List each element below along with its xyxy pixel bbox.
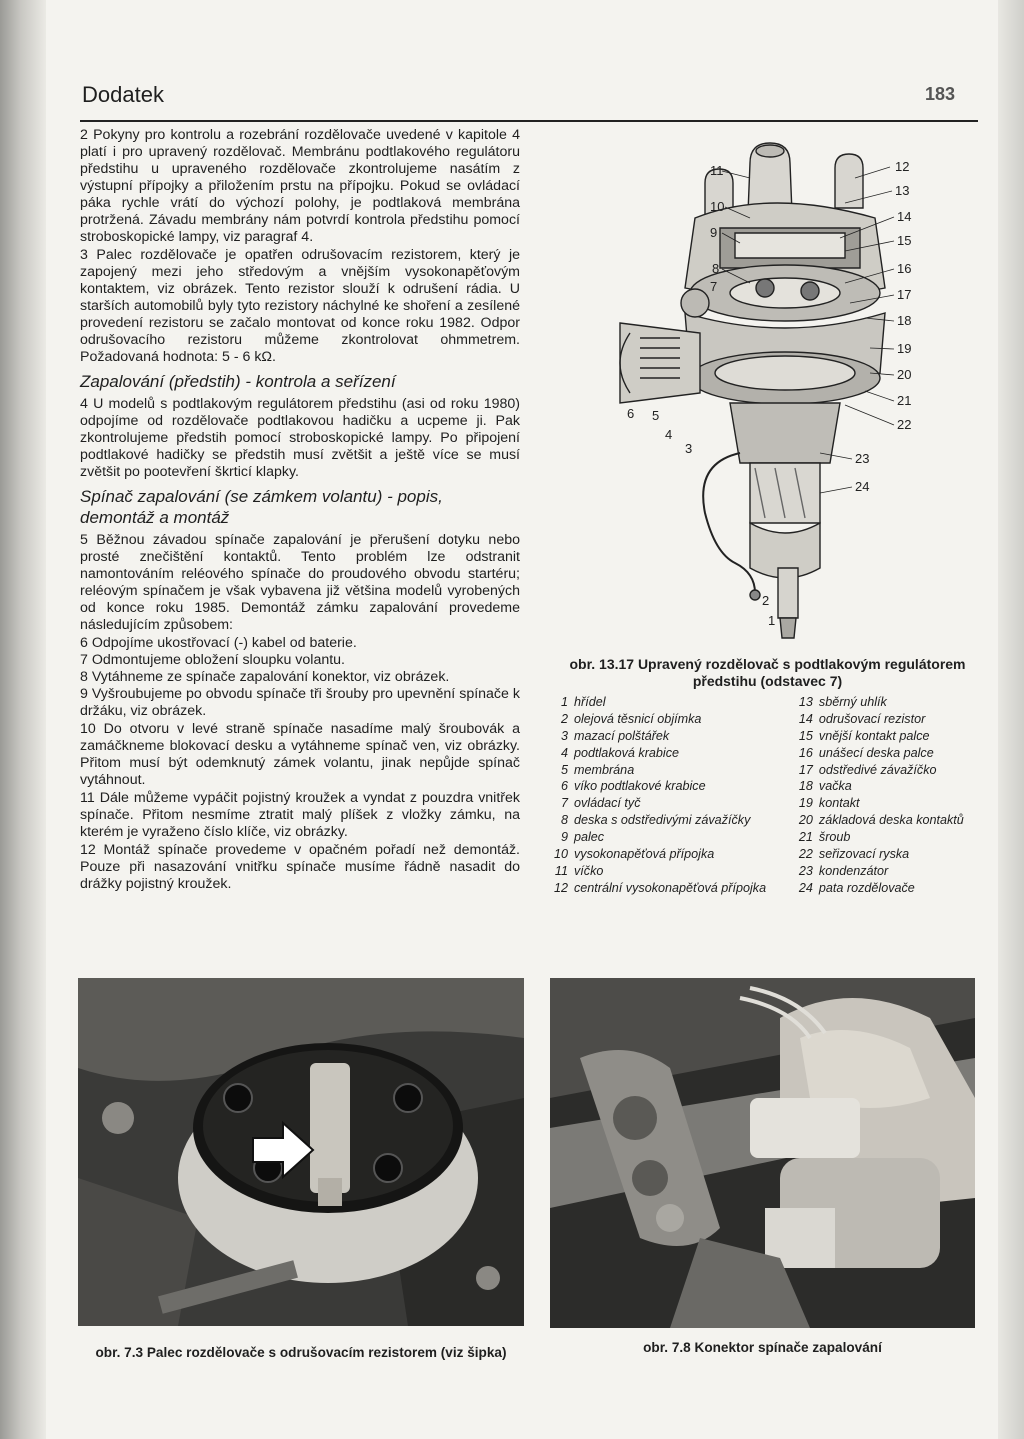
legend-number: 15 (798, 728, 813, 743)
paragraph-10: 10 Do otvoru v levé straně spínače nasadíme malý šroubovák a zamáčkneme blokovací desku a vytáhneme spínač ven, viz obrázky. Přitom musí být odemknutý zámek volantu, jinak nepůjde spínač vytáhnout. (80, 721, 520, 788)
legend-number: 17 (798, 762, 813, 777)
callout-2: 2 (762, 593, 770, 608)
paragraph-2: 2 Pokyny pro kontrolu a rozebrání rozdělovače uvedené v kapitole 4 platí i pro upravený rozdělovač. Membránu podtlakového regulátoru předstihu u upraveného rozdělovače zkontrolujeme nasátím z výstupní přípojky a přiložením prstu na přípojku. Pokud se ovládací páka rychle vrátí do výchozí polohy, je podtlaková membrána protržená. Závadu membrány nám potvrdí kontrola předstihu pomocí stroboskopické lampy, viz paragraf 4. (80, 127, 520, 245)
figure-13-17-legend (548, 695, 978, 898)
legend-number: 20 (798, 813, 813, 828)
legend-text: podtlaková krabice (574, 745, 680, 760)
legend-text: vysokonapěťová přípojka (574, 847, 715, 862)
callout-18: 18 (897, 313, 912, 328)
legend-text: seřizovací ryska (818, 847, 910, 862)
legend-text: membrána (574, 762, 635, 777)
legend-number: 9 (560, 830, 568, 845)
legend-row (548, 847, 978, 864)
legend-number: 10 (553, 847, 568, 862)
legend-text: sběrný uhlík (818, 695, 887, 709)
legend-text: základová deska kontaktů (818, 813, 964, 828)
legend-text: hřídel (574, 695, 606, 709)
callout-5: 5 (652, 408, 660, 423)
paragraph-3: 3 Palec rozdělovače je opatřen odrušovacím rezistorem, který je zapojený mezi jeho středovým a vnějším vysokonapěťovým kontaktem, viz obrázek. Tento rezistor slouží k odrušení rádia. U starších automobilů byly tyto rezistory náchylné ke shoření a zesílené provedení rezistoru se začalo montovat od konce roku 1982. Odpor odrušovacího rezistoru můžeme zkontrolovat ohmmetrem. Požadovaná hodnota: 5 - 6 kΩ. (80, 247, 520, 365)
paragraph-6: 6 Odpojíme ukostřovací (-) kabel od baterie. (80, 635, 357, 651)
heading-ignition-switch: Spínač zapalování (se zámkem volantu) - popis, demontáž a montáž (80, 487, 443, 527)
callout-4: 4 (665, 427, 673, 442)
heading-ignition-timing: Zapalování (předstih) - kontrola a seřízení (80, 372, 396, 391)
page-number: 183 (925, 84, 956, 104)
legend-row (548, 864, 978, 881)
paragraph-11: 11 Dále můžeme vypáčit pojistný kroužek a vyndat z pouzdra vnitřek spínače. Přitom nesmíme ztratit malý plíšek z vložky zámku, na kterém je vyraženo číslo klíče, viz obrázky. (80, 790, 520, 840)
legend-number: 21 (798, 830, 813, 845)
callout-12: 12 (895, 159, 910, 174)
callout-1: 1 (768, 613, 776, 628)
figure-7-3-caption: obr. 7.3 Palec rozdělovače s odrušovacím rezistorem (viz šipka) (95, 1345, 507, 1360)
legend-number: 13 (798, 695, 813, 709)
legend-row (548, 712, 978, 729)
legend-text: odrušovací rezistor (818, 711, 926, 726)
legend-number: 24 (798, 880, 813, 895)
callout-9: 9 (710, 225, 718, 240)
legend-text: vačka (818, 779, 852, 794)
legend-text: palec (574, 830, 605, 845)
callout-10: 10 (710, 199, 725, 214)
callout-15: 15 (897, 233, 912, 248)
legend-number: 23 (798, 863, 813, 878)
callout-14: 14 (897, 209, 912, 224)
legend-row (548, 796, 978, 813)
legend-row (548, 881, 978, 898)
photo-distributor-rotor (78, 978, 524, 1326)
legend-number: 18 (798, 779, 813, 794)
callout-24: 24 (855, 479, 870, 494)
callout-23: 23 (855, 451, 870, 466)
legend-text: mazací polštářek (574, 728, 670, 743)
legend-text: deska s odstředivými závažíčky (574, 813, 751, 828)
callout-16: 16 (897, 261, 912, 276)
section-title: Dodatek (82, 82, 164, 107)
callout-6: 6 (627, 406, 635, 421)
text-column (80, 127, 520, 894)
legend-text: centrální vysokonapěťová přípojka (574, 880, 767, 895)
legend-row (548, 830, 978, 847)
legend-text: unášecí deska palce (818, 745, 934, 760)
legend-text: víko podtlakové krabice (574, 779, 706, 794)
page-edge (998, 0, 1024, 1439)
callout-20: 20 (897, 367, 912, 382)
legend-number: 7 (560, 796, 568, 811)
distributor-cutaway-diagram (600, 133, 930, 645)
legend-text: olejová těsnicí objímka (574, 711, 702, 726)
paragraph-4: 4 U modelů s podtlakovým regulátorem předstihu (asi od roku 1980) odpojíme od rozdělovače podtlakovou hadičku a ucpeme ji. Pak zkontrolujeme předstih pomocí stroboskopické lampy. Po připojení podtlakové hadičky se předstih musí zvětšit a ještě více se musí zvětšit po pootevření škrticí klapky. (80, 396, 520, 480)
legend-text: pata rozdělovače (818, 880, 915, 895)
legend-number: 8 (560, 813, 568, 828)
legend-number: 3 (560, 728, 568, 743)
paragraph-8: 8 Vytáhneme ze spínače zapalování konektor, viz obrázek. (80, 669, 450, 685)
photo-ignition-switch-connector (550, 978, 975, 1328)
legend-number: 4 (560, 745, 568, 760)
paragraph-12: 12 Montáž spínače provedeme v opačném pořadí než demontáž. Pouze při nasazování vnitřku spínače musíme řádně nasadit do drážky pojistný kroužek. (80, 842, 520, 892)
paragraph-7: 7 Odmontujeme obložení sloupku volantu. (80, 652, 345, 668)
figure-7-8-caption: obr. 7.8 Konektor spínače zapalování (643, 1340, 882, 1355)
legend-number: 5 (560, 762, 568, 777)
legend-row (548, 813, 978, 830)
legend-row (548, 763, 978, 780)
legend-number: 12 (553, 880, 568, 895)
book-spine-shadow (0, 0, 46, 1439)
legend-row (548, 729, 978, 746)
legend-text: ovládací tyč (574, 796, 641, 811)
legend-text: kontakt (818, 796, 860, 811)
callout-19: 19 (897, 341, 912, 356)
legend-number: 6 (560, 779, 568, 794)
callout-8: 8 (712, 261, 720, 276)
legend-number: 11 (554, 863, 568, 878)
legend-row (548, 779, 978, 796)
legend-text: vnější kontakt palce (818, 728, 930, 743)
legend-row (548, 746, 978, 763)
legend-number: 14 (798, 711, 813, 726)
legend-row (548, 695, 978, 712)
legend-text: šroub (818, 830, 851, 845)
header-rule (80, 120, 978, 122)
callout-21: 21 (897, 393, 912, 408)
paragraph-5: 5 Běžnou závadou spínače zapalování je přerušení dotyku nebo prosté znečištění kontaktů. Tento problém lze odstranit namontováním reléového spínače do proudového obvodu startéru; reléovým spínačem je však vybavena již většina modelů vyrobených od konce roku 1985. Demontáž zámku zapalování provedeme následujícím způsobem: (80, 532, 520, 633)
legend-number: 19 (798, 796, 813, 811)
paragraph-9: 9 Vyšroubujeme po obvodu spínače tři šrouby pro upevnění spínače k držáku, viz obrázek. (80, 686, 520, 719)
callout-17: 17 (897, 287, 912, 302)
callout-11: 11 (710, 163, 724, 178)
legend-text: víčko (574, 863, 604, 878)
legend-text: odstředivé závažíčko (818, 762, 937, 777)
figure-13-17-caption: obr. 13.17 Upravený rozdělovač s podtlakovým regulátorem předstihu (odstavec 7) (569, 656, 966, 689)
legend-number: 22 (798, 847, 813, 862)
legend-text: kondenzátor (818, 863, 889, 878)
callout-13: 13 (895, 183, 910, 198)
legend-number: 2 (560, 711, 568, 726)
callout-7: 7 (710, 279, 718, 294)
callout-3: 3 (685, 441, 693, 456)
legend-number: 16 (798, 745, 813, 760)
legend-number: 1 (560, 695, 568, 709)
callout-22: 22 (897, 417, 912, 432)
